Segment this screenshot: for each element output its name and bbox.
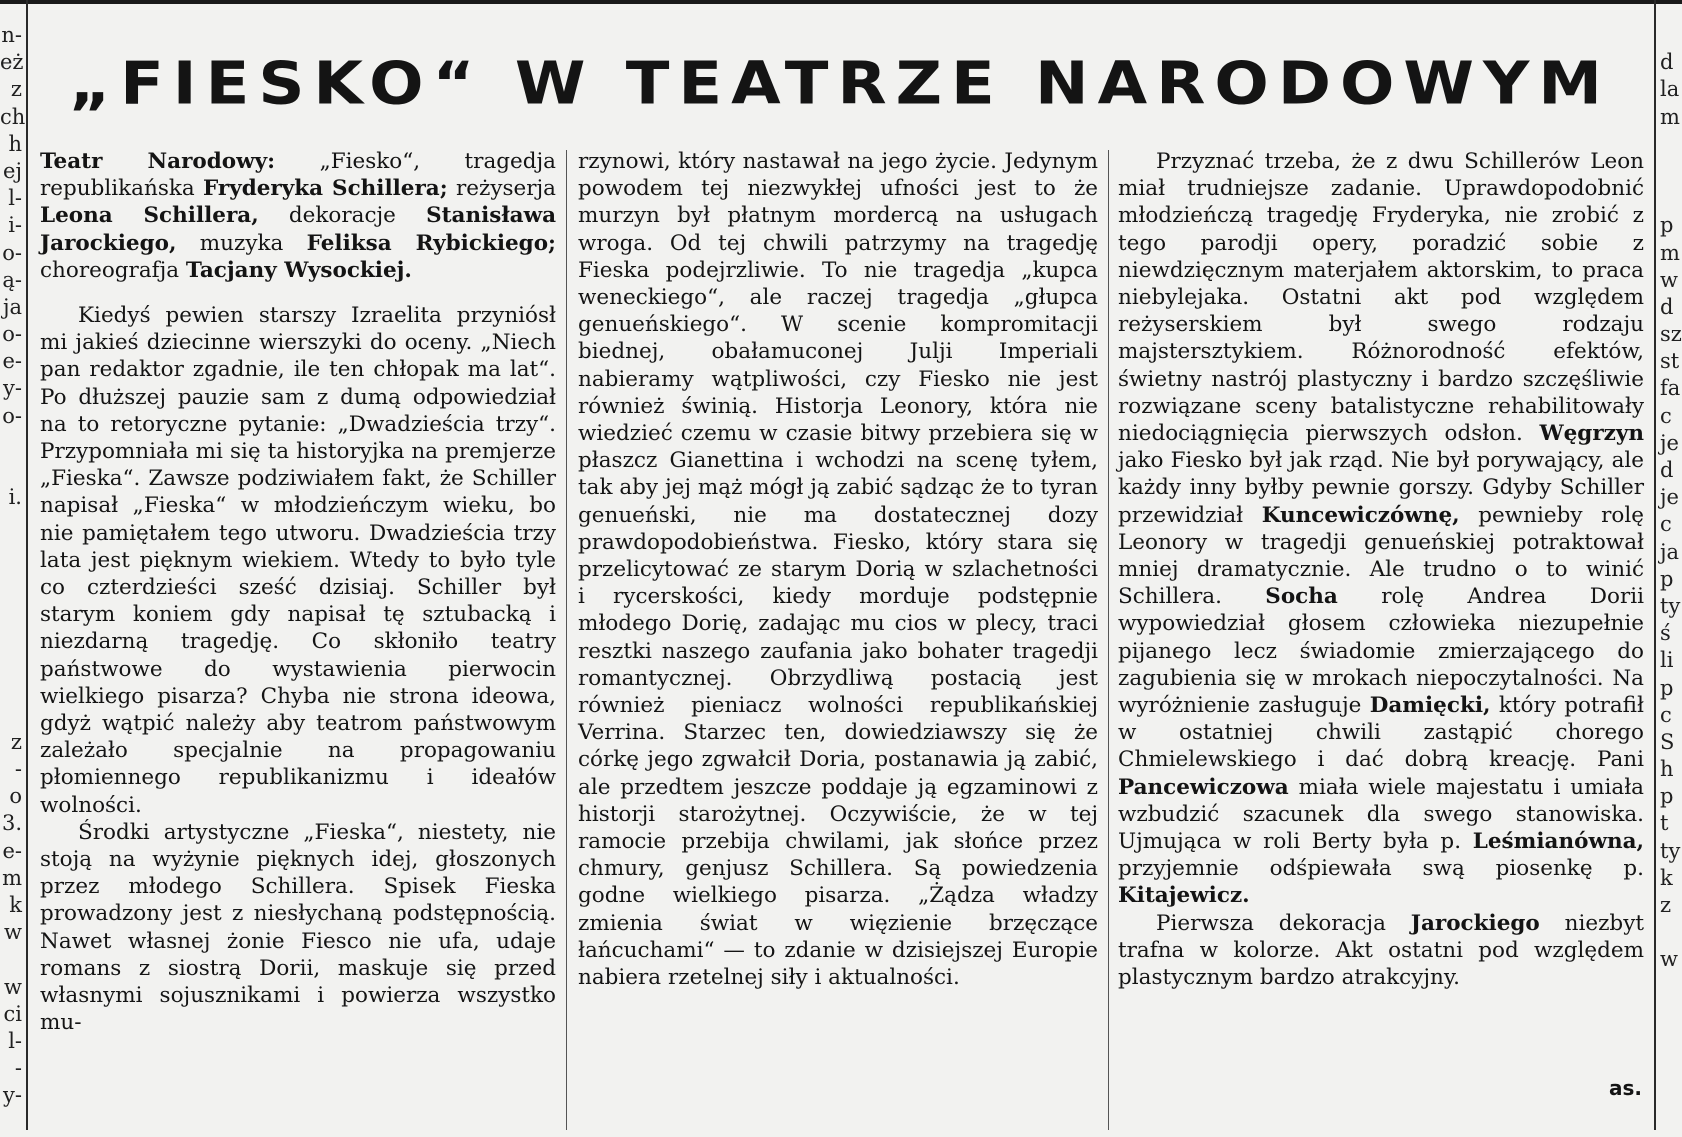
fragment-line: eż <box>0 50 24 75</box>
fragment-line: k <box>1660 865 1673 890</box>
fragment-line: je <box>1660 485 1679 510</box>
article-column-1: Teatr Narodowy: „Fiesko“, tragedja republikańska Fryderyka Schillera; reżyserja Leona Schillera, dekoracje Stanisława Jarockiego, muzyka Feliksa Rybickiego; choreografja Tacjany Wysockiej. Kiedyś pewien starszy Izraelita przyniósł mi jakieś dziecinne wierszyki do oceny. „Niech pan redaktor zgadnie, ile ten chłopak ma lat“. Po dłuższej pauzie sam z dumą odpowiedział na to retoryczne pytanie: „Dwadzieścia trzy“. Przypomniała mi się ta historyjka na premjerze „Fieska“. Zawsze podziwiałem fakt, że Schiller napisał „Fieska“ w młodzieńczym wieku, bo nie pamiętałem tego utworu. Dwadzieścia trzy lata jest pięknym wiekiem. Wtedy to było tyle co czterdzieści sześć dzisiaj. Schiller był starym koniem gdy napisał tę sztubacką i niezdarną tragedję. Co skłoniło teatry państwowe do wystawienia pierwocin wielkiego pisarza? Chyba nie strona ideowa, gdyż wątpić należy aby teatrom państwowym zależało specjalnie na propagowaniu płomiennego republikanizmu i ideałów wolności. Środki artystyczne „Fieska“, niestety, nie stoją na wyżynie pięknych idej, głoszonych przez młodego Schillera. Spisek Fieska prowadzony jest z niesłychaną podstępnością. Nawet własnej żonie Fiesco nie ufa, udaje romans z siostrą Dorii, maskuje się przed własnymi sojusznikami i powierza wszystko mu- <box>40 149 557 1036</box>
fragment-line <box>0 647 22 674</box>
article-column-3: Przyznać trzeba, że z dwu Schillerów Leon miał trudniejsze zadanie. Uprawdopodobnić młodzieńczą tragedję Fryderyka, nie zrobić z tego parodji opery, poradzić sobie z niewdzięcznym materjałem aktorskim, to praca niebylejaka. Ostatni akt pod względem reżyserskiem był swego rodzaju majstersztykiem. Różnorodność efektów, świetny nastrój plastyczny i bardzo szczęśliwie rozwiązane sceny batalistyczne rehabilitowały niedociągnięcia pierwszych odsłon. Węgrzyn jako Fiesko był jak rząd. Nie był porywający, ale każdy inny byłby pewnie gorszy. Gdyby Schiller przewidział Kuncewiczównę, pewnieby rolę Leonory w tragedji genueńskiej potraktował mniej dramatycznie. Ale trudno o to winić Schillera. Socha rolę Andrea Dorii wypowiedział głosem człowieka niezupełnie pijanego lecz świadomie zmierzającego do zagubienia się w mrokach niepoczytalności. Na wyróżnienie zasługuje Damięcki, który potrafił w ostatniej chwili zastąpić chorego Chmielewskiego i dać dobrą kreację. Pani Pancewiczowa miała wiele majestatu i umiała wzbudzić szacunek dla swego stanowiska. Ujmująca w roli Berty była p. Leśmianówna, przyjemnie odśpiewała swą piosenkę p. Kitajewicz. Pierwsza dekoracja Jarockiego niezbyt trafna w kolorze. Akt ostatni pod względem plastycznym bardzo atrakcyjny. <box>1118 149 1644 991</box>
fragment-line: k <box>9 893 22 917</box>
fragment-line: z <box>1660 893 1672 917</box>
fragment-line: i. <box>8 485 22 510</box>
fragment-line: h <box>1660 757 1674 782</box>
fragment-line: m <box>1660 240 1680 265</box>
article-headline: „FIESKO“ W TEATRZE NARODOWYM <box>69 49 1611 119</box>
fragment-line: li <box>1660 648 1674 673</box>
fragment-line <box>0 511 22 538</box>
fragment-line: y- <box>3 1083 22 1108</box>
fragment-line: S <box>1660 729 1675 754</box>
fragment-line: d <box>1660 458 1674 482</box>
fragment-line: i- <box>8 213 22 238</box>
fragment-line: fa <box>1660 376 1681 401</box>
fragment-line: ci <box>3 1001 22 1026</box>
fragment-line: o- <box>2 322 22 347</box>
fragment-line: l- <box>8 186 22 211</box>
fragment-line <box>1660 158 1682 185</box>
fragment-line: p <box>1660 566 1674 591</box>
top-border <box>0 0 1682 4</box>
fragment-line: l- <box>8 1028 22 1053</box>
fragment-line <box>0 675 22 702</box>
fragment-line: z <box>10 77 22 102</box>
fragment-line: je <box>1660 430 1679 455</box>
fragment-line: ja <box>2 294 22 319</box>
fragment-line: - <box>14 1056 22 1081</box>
fragment-line: st <box>1660 349 1680 374</box>
left-border-rule <box>26 0 28 1130</box>
fragment-line <box>0 946 22 973</box>
fragment-line: w <box>1660 267 1678 292</box>
fragment-line: w <box>1660 947 1678 972</box>
fragment-line <box>0 539 22 566</box>
fragment-line: sz <box>1660 322 1682 347</box>
fragment-line <box>0 702 22 729</box>
fragment-line: ty <box>1660 593 1681 618</box>
fragment-line <box>1660 22 1682 49</box>
fragment-line: c <box>1660 702 1672 727</box>
fragment-line: w <box>4 920 22 945</box>
fragment-line: p <box>1660 213 1674 238</box>
column-divider-1 <box>566 150 567 1130</box>
article-column-2: rzynowi, który nastawał na jego życie. Jedynym powodem tej niezwykłej ufności jest to że murzyn był płatnym mordercą na usługach wroga. Od tej chwili patrzymy na tragedję Fieska podejrzliwie. To nie tragedja „kupca weneckiego“, ale raczej tragedja „głupca genueńskiego“. W scenie kompromitacji biednej, obałamuconej Julji Imperiali nabieramy wątpliwości, czy Fiesko nie jest również świnią. Historja Leonory, która nie wiedzieć czemu w czasie bitwy przebiera się w płaszcz Gianettina i wchodzi na scenę tyłem, tak aby jej mąż mógł ją zabić sądząc że to tyran genueński, nie ma dostatecznej dozy prawdopodobieństwa. Fiesko, który stara się przelicytować ze starym Dorią w szlachetności i rycerskości, kiedy morduje podstępnie młodego Dorię, zadając mu cios w plecy, traci resztki naszego zaufania jako bohater tragedji romantycznej. Obrzydliwą postacią jest również pieniacz wolności republikańskiej Verrina. Starzec ten, dowiedziawszy się że córkę jego zgwałcił Doria, postanawia ją zabić, ale przedtem jeszcze poddaje ją egzaminowi z historji starożytnej. Oczywiście, że w tej ramocie przebija chwilami, jak słońce przez chmury, genjusz Schillera. Są powiedzenia godne wielkiego pisarza. „Żądza władzy zmienia świat w więzienie brzęczące łańcuchami“ — to zdanie w dzisiejszej Europie nabiera rzetelnej siły i aktualności. <box>578 149 1098 991</box>
fragment-line: d <box>1660 50 1674 75</box>
fragment-line <box>0 620 22 647</box>
fragment-line: c <box>1660 512 1672 537</box>
fragment-line: t <box>1660 811 1669 836</box>
fragment-line: z <box>10 729 22 754</box>
fragment-line: c <box>1660 403 1672 428</box>
fragment-line <box>0 1110 22 1137</box>
author-signature: as. <box>1609 1076 1642 1100</box>
fragment-line: ą- <box>2 267 22 292</box>
fragment-line: ty <box>1660 838 1681 863</box>
fragment-line: m <box>2 865 22 890</box>
fragment-line: p <box>1660 784 1674 809</box>
right-border-rule <box>1654 0 1656 1130</box>
fragment-line: ś <box>1660 621 1671 646</box>
right-column-fragment <box>1660 22 1682 974</box>
fragment-line: y- <box>3 376 22 401</box>
fragment-line: o <box>9 784 22 809</box>
fragment-line <box>1660 185 1682 212</box>
fragment-line: n- <box>1 23 22 47</box>
left-column-fragment <box>0 22 26 1137</box>
fragment-line: la <box>1660 77 1680 102</box>
fragment-line: ch <box>0 104 26 129</box>
fragment-line <box>0 457 22 484</box>
fragment-line: m <box>1660 104 1680 129</box>
fragment-line: e- <box>2 349 22 374</box>
fragment-line <box>0 593 22 620</box>
column-divider-2 <box>1108 150 1109 1130</box>
fragment-line <box>0 430 22 457</box>
fragment-line: ej <box>3 158 22 183</box>
fragment-line: o- <box>2 240 22 265</box>
fragment-line: 3. <box>1 811 22 836</box>
fragment-line <box>1660 919 1682 946</box>
fragment-line: ja <box>1660 539 1680 564</box>
fragment-line: h <box>8 131 22 156</box>
fragment-line: - <box>14 757 22 782</box>
fragment-line <box>0 566 22 593</box>
fragment-line: o- <box>2 403 22 428</box>
fragment-line: w <box>4 974 22 999</box>
fragment-line: d <box>1660 294 1674 319</box>
fragment-line <box>1660 131 1682 158</box>
fragment-line: p <box>1660 675 1674 700</box>
fragment-line: e- <box>2 838 22 863</box>
